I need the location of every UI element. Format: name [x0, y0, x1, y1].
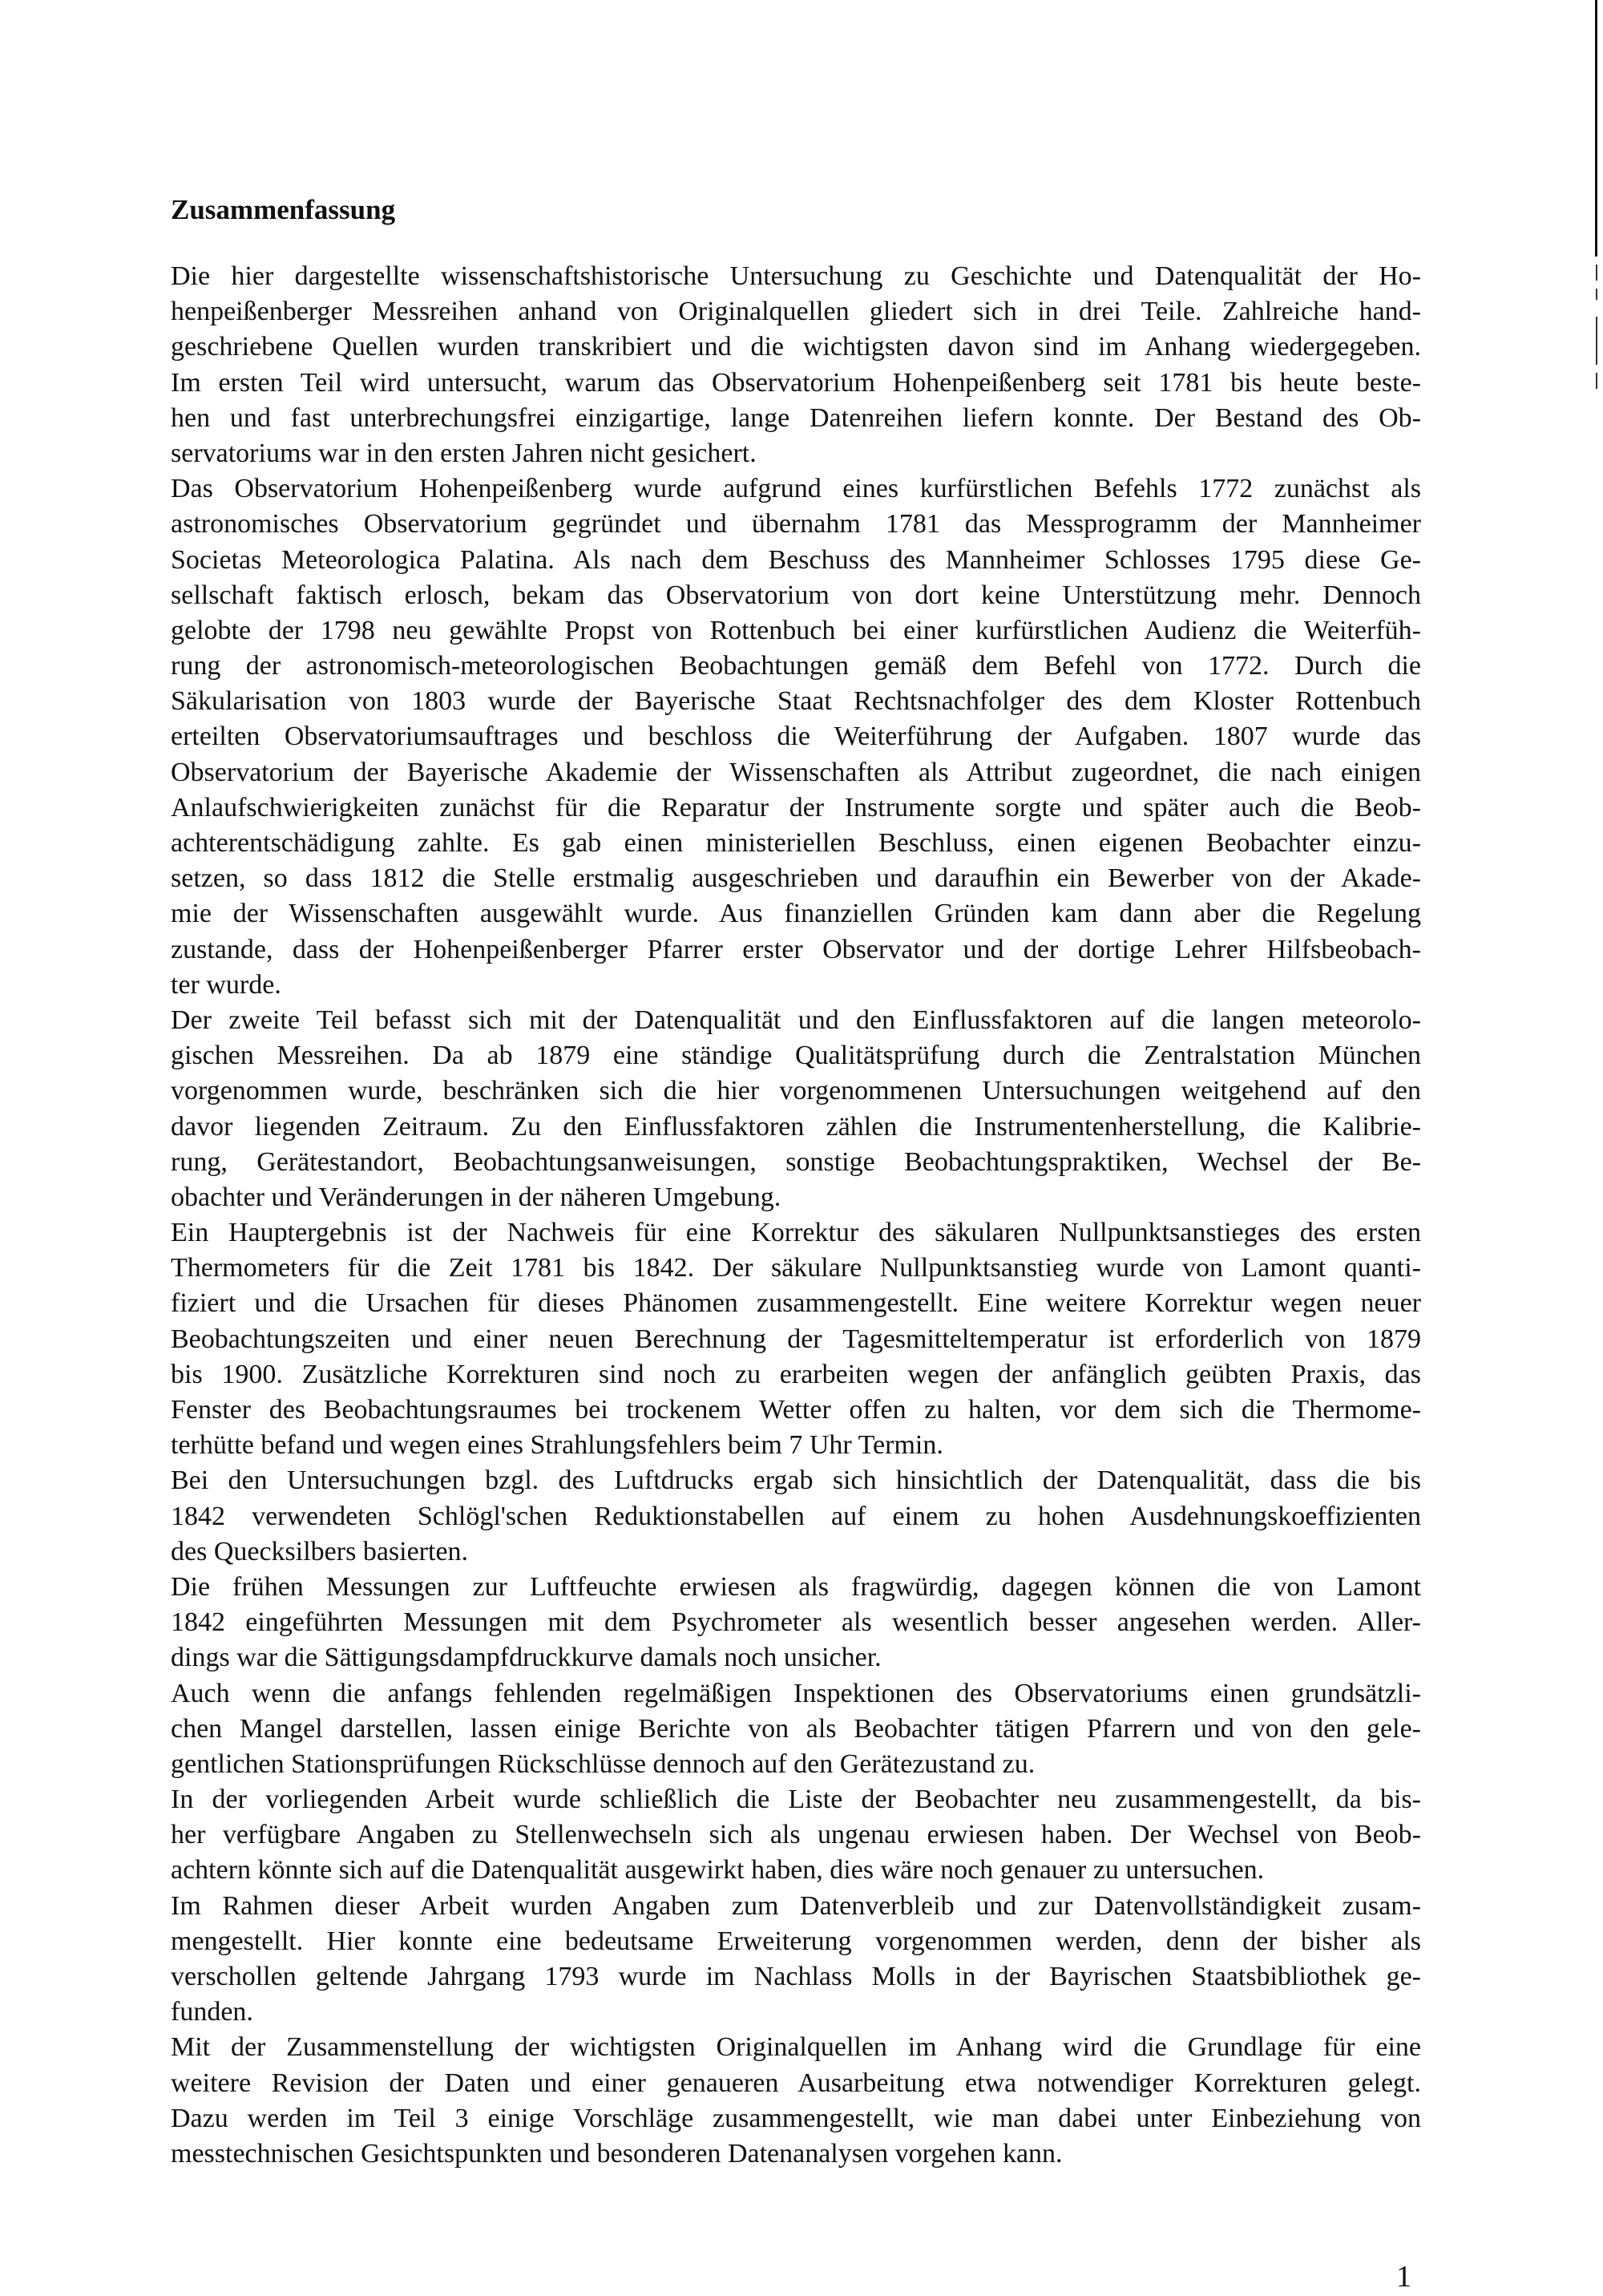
text-line: 1842 eingeführten Messungen mit dem Psychrometer als wesentlich besser angesehen werden. Aller- [171, 1607, 1421, 1638]
text-line: Die frühen Messungen zur Luftfeuchte erwiesen als fragwürdig, dagegen können die von Lamont [171, 1571, 1421, 1602]
text-line: Societas Meteorologica Palatina. Als nach dem Beschuss des Mannheimer Schlosses 1795 diese Ge- [171, 544, 1421, 575]
text-line: Bei den Untersuchungen bzgl. des Luftdrucks ergab sich hinsichtlich der Datenqualität, dass die bis [171, 1465, 1421, 1496]
text-line: Observatorium der Bayerische Akademie der Wissenschaften als Attribut zugeordnet, die nach einigen [171, 757, 1421, 787]
paragraph [171, 1003, 1421, 1215]
text-line: Im ersten Teil wird untersucht, warum das Observatorium Hohenpeißenberg seit 1781 bis heute beste- [171, 367, 1421, 398]
scan-edge-mark [1596, 373, 1597, 389]
text-line: des Quecksilbers basierten. [171, 1536, 469, 1566]
text-line: 1842 verwendeten Schlögl'schen Reduktionstabellen auf einem zu hohen Ausdehnungskoeffizienten [171, 1501, 1421, 1531]
text-line: henpeißenberger Messreihen anhand von Originalquellen gliedert sich in drei Teile. Zahlreiche hand- [171, 297, 1421, 327]
text-line: mie der Wissenschaften ausgewählt wurde. Aus finanziellen Gründen kam dann aber die Regelung [171, 899, 1421, 929]
text-line: gentlichen Stationsprüfungen Rückschlüsse dennoch auf den Gerätezustand zu. [171, 1748, 1036, 1779]
text-line: Mit der Zusammenstellung der wichtigsten Originalquellen im Anhang wird die Grundlage für eine [171, 2032, 1421, 2063]
text-line: gelobte der 1798 neu gewählte Propst von Rottenbuch bei einer kurfürstlichen Audienz die Weiterfüh- [171, 615, 1421, 645]
page-number: 1 [1396, 2260, 1411, 2294]
text-line: Das Observatorium Hohenpeißenberg wurde aufgrund eines kurfürstlichen Befehls 1772 zunächst als [171, 474, 1421, 504]
text-line: Fenster des Beobachtungsraumes bei trockenem Wetter offen zu halten, vor dem sich die Thermome- [171, 1395, 1421, 1425]
text-line: Säkularisation von 1803 wurde der Bayerische Staat Rechtsnachfolger des dem Kloster Rottenbuch [171, 686, 1421, 717]
text-line: geschriebene Quellen wurden transkribiert und die wichtigsten davon sind im Anhang wiedergegeben. [171, 332, 1421, 362]
text-line: achtern könnte sich auf die Datenqualität ausgewirkt haben, dies wäre noch genauer zu untersuchen. [171, 1855, 1265, 1886]
paragraph [171, 1215, 1421, 1463]
text-line: ter wurde. [171, 969, 281, 1000]
scan-edge-mark [1596, 317, 1597, 365]
section-heading: Zusammenfassung [171, 194, 396, 225]
scan-edge-line [1595, 0, 1597, 257]
text-line: chen Mangel darstellen, lassen einige Berichte von als Beobachter tätigen Pfarrern und von den gele- [171, 1713, 1421, 1744]
text-line: davor liegenden Zeitraum. Zu den Einflussfaktoren zählen die Instrumentenherstellung, die Kalibrie- [171, 1111, 1421, 1142]
text-line: weitere Revision der Daten und einer genaueren Ausarbeitung etwa notwendiger Korrekturen gelegt. [171, 2068, 1421, 2098]
text-line: her verfügbare Angaben zu Stellenwechseln sich als ungenau erwiesen haben. Der Wechsel von Beob- [171, 1820, 1421, 1850]
text-line: vorgenommen wurde, beschränken sich die hier vorgenommenen Untersuchungen weitgehend auf den [171, 1076, 1421, 1106]
text-line: funden. [171, 1997, 253, 2027]
text-line: Im Rahmen dieser Arbeit wurden Angaben zum Datenverbleib und zur Datenvollständigkeit zusam- [171, 1890, 1421, 1921]
text-line: rung, Gerätestandort, Beobachtungsanweisungen, sonstige Beobachtungspraktiken, Wechsel der Be- [171, 1146, 1421, 1177]
text-line: hen und fast unterbrechungsfrei einzigartige, lange Datenreihen liefern konnte. Der Bestand des Ob- [171, 402, 1421, 433]
paragraph [171, 1676, 1421, 1783]
paragraph [171, 2030, 1421, 2172]
text-line: astronomisches Observatorium gegründet und übernahm 1781 das Messprogramm der Mannheimer [171, 509, 1421, 540]
text-line: Anlaufschwierigkeiten zunächst für die Reparatur der Instrumente sorgte und später auch die Beob- [171, 792, 1421, 823]
text-line: Dazu werden im Teil 3 einige Vorschläge zusammengestellt, wie man dabei unter Einbeziehung von [171, 2103, 1421, 2133]
text-line: Thermometers für die Zeit 1781 bis 1842. Der säkulare Nullpunktsanstieg wurde von Lamont quanti- [171, 1253, 1421, 1283]
text-line: mengestellt. Hier konnte eine bedeutsame Erweiterung vorgenommen werden, denn der bisher als [171, 1926, 1421, 1956]
scan-edge-mark [1596, 265, 1597, 281]
text-line: Auch wenn die anfangs fehlenden regelmäßigen Inspektionen des Observatoriums einen grundsätzli- [171, 1678, 1421, 1708]
text-line: zustande, dass der Hohenpeißenberger Pfarrer erster Observator und der dortige Lehrer Hilfsbeobach- [171, 934, 1421, 964]
paragraph [171, 1782, 1421, 1889]
text-line: dings war die Sättigungsdampfdruckkurve damals noch unsicher. [171, 1643, 882, 1673]
text-line: messtechnischen Gesichtspunkten und besonderen Datenanalysen vorgehen kann. [171, 2138, 1063, 2169]
summary-body [171, 259, 1421, 2172]
paragraph [171, 1889, 1421, 2031]
paragraph [171, 259, 1421, 471]
text-line: Ein Hauptergebnis ist der Nachweis für eine Korrektur des säkularen Nullpunktsanstieges des ersten [171, 1218, 1421, 1248]
text-line: In der vorliegenden Arbeit wurde schließlich die Liste der Beobachter neu zusammengestellt, da bis- [171, 1785, 1421, 1815]
text-line: obachter und Veränderungen in der näheren Umgebung. [171, 1182, 781, 1212]
text-line: Der zweite Teil befasst sich mit der Datenqualität und den Einflussfaktoren auf die langen meteorolo- [171, 1004, 1421, 1035]
text-line: sellschaft faktisch erlosch, bekam das Observatorium von dort keine Unterstützung mehr. Dennoch [171, 580, 1421, 610]
text-line: bis 1900. Zusätzliche Korrekturen sind noch zu erarbeiten wegen der anfänglich geübten Praxis, das [171, 1359, 1421, 1389]
paragraph [171, 1570, 1421, 1676]
text-line: terhütte befand und wegen eines Strahlungsfehlers beim 7 Uhr Termin. [171, 1430, 943, 1461]
text-line: fiziert und die Ursachen für dieses Phänomen zusammengestellt. Eine weitere Korrektur wegen neuer [171, 1288, 1421, 1319]
text-line: Die hier dargestellte wissenschaftshistorische Untersuchung zu Geschichte und Datenqualität der Ho- [171, 261, 1421, 291]
text-line: Beobachtungszeiten und einer neuen Berechnung der Tagesmitteltemperatur ist erforderlich von 1879 [171, 1324, 1421, 1354]
paragraph [171, 471, 1421, 1003]
text-line: setzen, so dass 1812 die Stelle erstmalig ausgeschrieben und daraufhin ein Bewerber von der Akade- [171, 863, 1421, 894]
text-line: servatoriums war in den ersten Jahren nicht gesichert. [171, 438, 757, 468]
text-line: verschollen geltende Jahrgang 1793 wurde im Nachlass Molls in der Bayrischen Staatsbibliothek ge- [171, 1962, 1421, 1991]
text-line: gischen Messreihen. Da ab 1879 eine ständige Qualitätsprüfung durch die Zentralstation München [171, 1041, 1421, 1071]
text-line: erteilten Observatoriumsauftrages und beschloss die Weiterführung der Aufgaben. 1807 wurde das [171, 722, 1421, 752]
paragraph [171, 1463, 1421, 1570]
text-line: achterentschädigung zahlte. Es gab einen ministeriellen Beschluss, einen eigenen Beobachter einzu- [171, 828, 1421, 858]
scan-edge-mark [1596, 289, 1597, 300]
text-line: rung der astronomisch-meteorologischen Beobachtungen gemäß dem Befehl von 1772. Durch die [171, 651, 1421, 681]
